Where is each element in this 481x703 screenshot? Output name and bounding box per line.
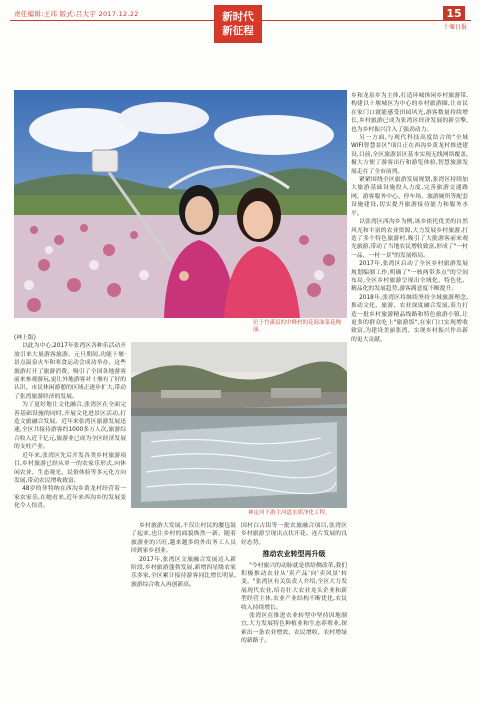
section-badge	[214, 5, 262, 43]
selfie-flower-field-photo	[14, 90, 347, 318]
paragraph: 近年来,张湾区先后开发各类乡村旅游项目,乡村旅游已经从单一的农家乐形式,向休闲农业、生态观光、民俗体验等多元化方向发展,带动农民增收致富。	[14, 452, 126, 484]
article-column-middle	[131, 522, 236, 684]
paragraph: 为了更好地让文化融合,张湾区在全面完善基础设施的同时,开展文化进景区活动,打造文旅融合发展。近年来张湾区旅游发展迅速,全区共接待游客约1000多万人次,旅游综合收入近千亿元,旅游业已成为全区经济发展的支柱产业。	[14, 402, 126, 451]
paragraph: "今村旅兴的动脉就是供给侧改革,我们积极推动农业从'卖产品'向'卖风景'转变。"张湾区有关负责人介绍,全区大力发展现代农业,培育壮大农业龙头企业和新型经营主体,农业产业结构不断优化,农民收入持续增长。	[241, 562, 347, 611]
paragraph: 以张湾区西沟乡为例,该乡依托优美的自然风光和丰富的农业资源,大力发展乡村旅游,打造了多个特色旅游村,吸引了大批游客前来观光旅游,带动了当地农民增收致富,形成了"一村一品、一村一景"的发展格局。	[351, 219, 468, 259]
badge-line-2: 新征程	[222, 25, 254, 37]
paragraph: 2018年,张湾区将继续坚持全域旅游理念,推动文化、旅游、农业深度融合发展,着力打造一批乡村旅游精品线路和特色旅游小镇,让更多的群众吃上"旅游饭",在家门口实现增收致富,为建设美丽张湾、实现乡村振兴作出新的更大贡献。	[351, 294, 468, 343]
photo-caption-2: 神定河下游主河道水质净化工程。	[248, 510, 331, 516]
paragraph: 2017年,张湾区启动了全区乡村旅游发展规划编制工作,明确了"一核两带多点"的空间布局,全区乡村旅游呈现出全域化、特色化、精品化的发展趋势,游客满意度不断提升。	[351, 261, 468, 293]
badge-line-1: 新时代	[222, 11, 254, 23]
paragraph: 紧紧围绕全区旅游发展规划,张湾区持续加大旅游基础设施投入力度,完善旅游交通路网、游客服务中心、停车场、旅游厕所等配套设施建设,切实提升旅游接待能力和服务水平。	[351, 177, 468, 217]
section-subheading: 推动农业转型再升级	[262, 550, 326, 559]
page-number: 15	[443, 6, 465, 21]
paragraph: 以此为中心,2017年张湾区各种乐活动开放引来大量游客旅游。元旦期间,功能十堰·景点温泉火车和寒食运动会成功举办、这些旅游打开了旅游消费、吸引了全国各地游客前来参观游玩,更让外地游客对十堰有了好的认识。市民休闲游憩的区域正逐步扩大,带动了张湾旅游经济的发展。	[14, 343, 126, 400]
newspaper-name: 十堰日报	[442, 24, 467, 31]
river-purification-photo	[131, 342, 347, 508]
photo-caption-1: 位于竹溪县的中峰村的花海油菜花绚丽。	[253, 320, 342, 333]
paragraph: 乡和龙泉乡为主体,打造环城休闲乡村旅游带,构建以十堰城区为中心的乡村旅游圈,让市民在家门口就能感受田园风光,游客数量持续增长,乡村旅游已成为张湾区经济发展的新引擎,也为乡村振兴注入了强劲动力。	[351, 93, 468, 133]
article-column-right	[351, 92, 468, 682]
paragraph: 48岁的菲特纳在西沟乡黄龙村经营着一家农家乐,在她看来,近年来西沟乡的发展变化令人惊喜。	[14, 486, 126, 510]
paragraph: 国村白古街等一批农旅融合项目,张湾区乡村旅游呈现出点状开花、连片发展的良好态势。	[241, 523, 347, 546]
paragraph: 张湾区在推进农业转型中坚持因地制宜,大力发展特色种植业和生态养殖业,探索出一条农业增效、农民增收、农村增绿的新路子。	[241, 613, 347, 645]
editor-credit: 责任编辑:王玮 版式:吕大宇 2017.12.22	[14, 10, 139, 18]
page-header	[0, 0, 481, 42]
paragraph: 2017年,张湾区文旅融合发展迈入新阶段,乡村旅游蓬勃发展,新增四星级农家乐多家,全区累计接待游客同比增长明显,旅游综合收入再创新高。	[131, 556, 236, 588]
article-column-left	[14, 334, 126, 684]
paragraph: 乡村旅游大发展,不仅让村民的腰包鼓了起来,也让乡村的面貌焕然一新。随着旅游业的兴旺,越来越多的外出务工人员回到家乡创业。	[131, 523, 236, 555]
article-column-middle-right	[241, 522, 347, 684]
continued-label: (神上版)	[14, 335, 36, 341]
paragraph: 另一方面,与现代科技高度结合的"全域WIFI智慧景区"项目正在西沟乡黄龙村推进建设,目前,全区旅游景区基本实现无线网络覆盖,极大方便了游客出行和游览体验,智慧旅游发展走在了全市前列。	[351, 135, 468, 175]
